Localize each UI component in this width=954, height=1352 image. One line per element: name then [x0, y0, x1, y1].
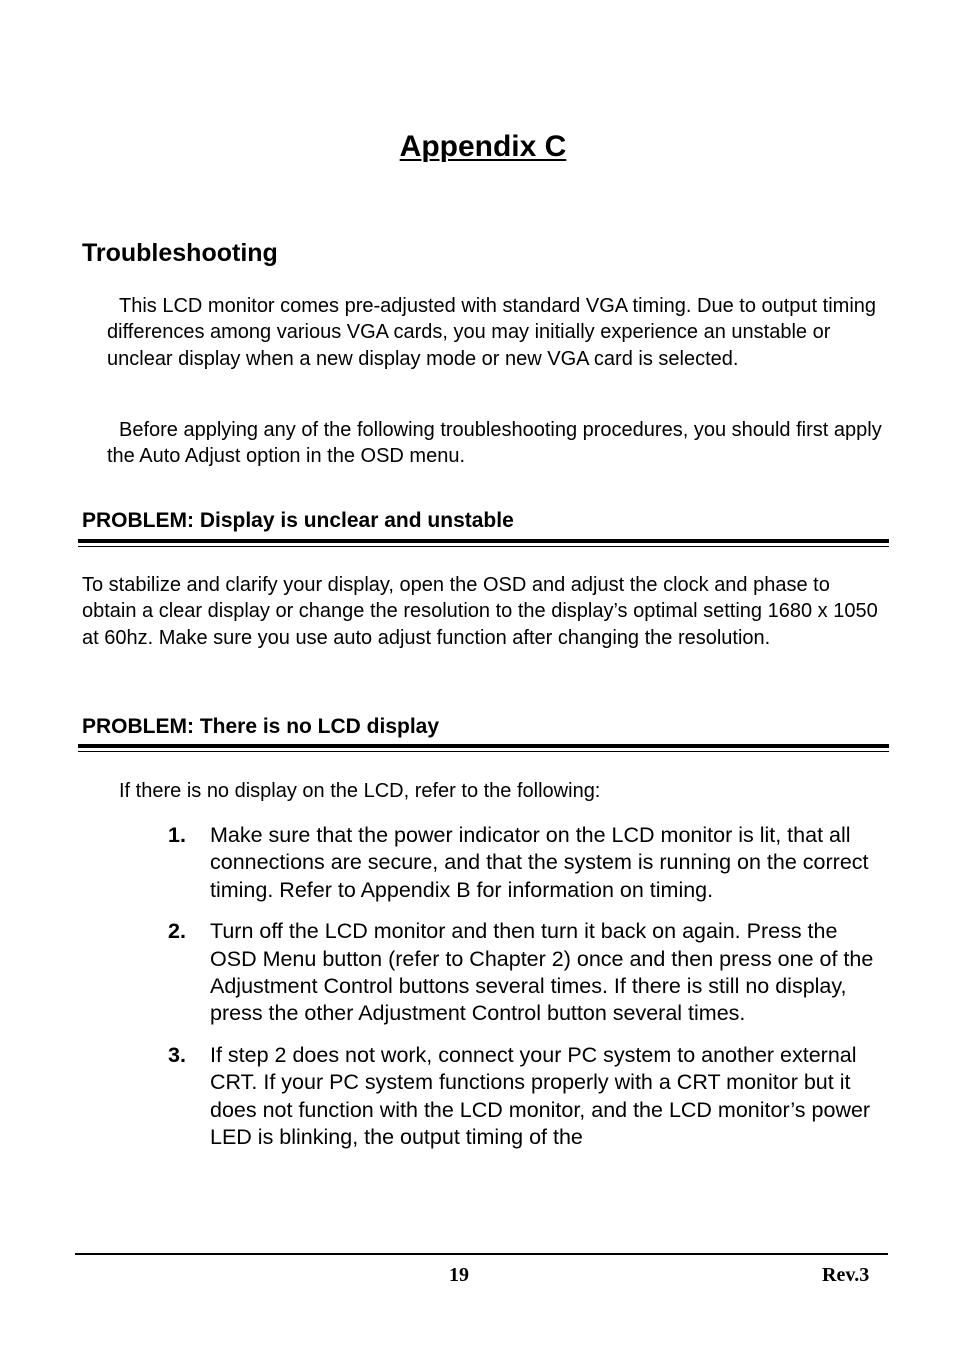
page-title: Appendix C — [399, 130, 567, 163]
list-item — [168, 822, 888, 904]
problem-1-text: To stabilize and clarify your display, open the OSD and adjust the clock and phase to obtain a clear display or change the resolution to the display’s optimal setting 1680 x 1050 at 60hz. Make sure you use auto adjust function after changing the resolution. — [82, 574, 878, 649]
revision-label: Rev.3 — [822, 1264, 870, 1286]
steps-list — [168, 822, 888, 1165]
page-number: 19 — [449, 1264, 469, 1286]
list-item — [168, 918, 888, 1028]
footer-divider — [75, 1253, 888, 1255]
problem-2-heading: PROBLEM: There is no LCD display — [82, 715, 440, 738]
step-text: Turn off the LCD monitor and then turn it back on again. Press the OSD Menu button (refer to Chapter 2) once and then press one of the Adjustment Control buttons several times. If there is still no display, press the other Adjustment Control button several times. — [210, 919, 874, 1026]
step-text: If step 2 does not work, connect your PC system to another external CRT. If your PC system functions properly with a CRT monitor but it does not function with the LCD monitor, and the LCD monitor’s power LED is blinking, the output timing of the — [210, 1042, 871, 1150]
problem-1-divider — [78, 539, 889, 547]
step-number: 2. — [168, 919, 186, 944]
problem-1-heading: PROBLEM: Display is unclear and unstable — [82, 509, 514, 532]
intro-paragraph-2: Before applying any of the following troubleshooting procedures, you should first apply the Auto Adjust option in the OSD menu. — [107, 419, 882, 468]
step-text: Make sure that the power indicator on the LCD monitor is lit, that all connections are secure, and that the system is running on the correct timing. Refer to Appendix B for information on timing. — [210, 823, 869, 902]
intro-paragraph-1: This LCD monitor comes pre-adjusted with standard VGA timing. Due to output timing differences among various VGA cards, you may initially experience an unstable or unclear display when a new display mode or new VGA card is selected. — [107, 295, 877, 370]
section-heading: Troubleshooting — [82, 239, 278, 267]
list-item — [168, 1042, 888, 1152]
step-number: 3. — [168, 1042, 186, 1067]
problem-2-intro: If there is no display on the LCD, refer to the following: — [119, 780, 601, 802]
problem-2-divider — [78, 744, 889, 752]
step-number: 1. — [168, 823, 186, 847]
